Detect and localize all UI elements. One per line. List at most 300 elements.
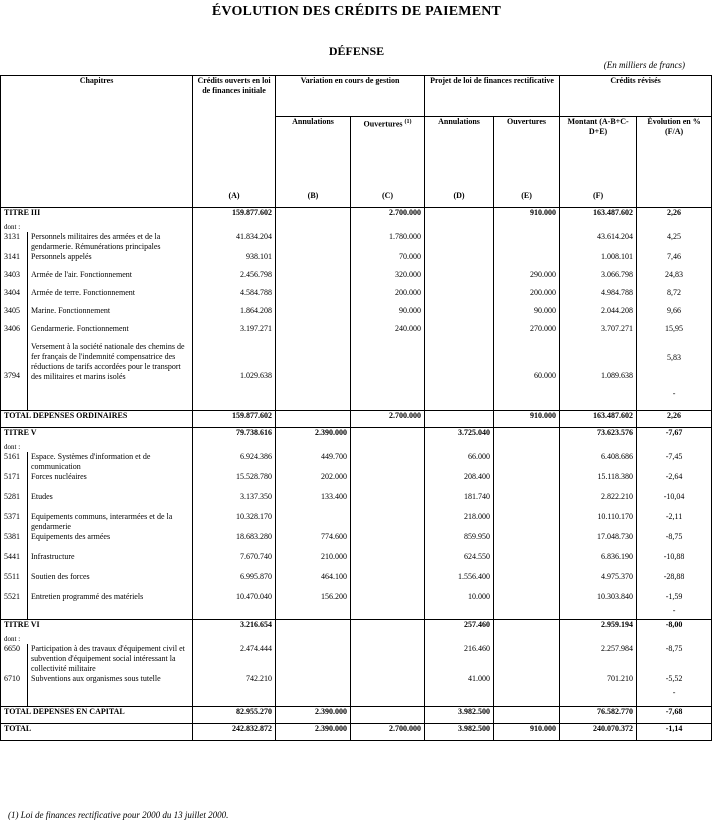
titre-row [1, 208, 712, 223]
chapter-label [28, 288, 193, 306]
table-row [1, 644, 712, 674]
cell-col-b [276, 270, 351, 288]
evolution-value: 8,72 [667, 288, 682, 297]
table-row [1, 342, 712, 410]
cell-col-e [494, 572, 560, 592]
cell-col-e: 910.000 [494, 208, 560, 223]
unit-note: (En milliers de francs) [603, 60, 685, 70]
col-letter-blank [637, 191, 712, 208]
cell-col-c [351, 674, 425, 706]
evolution-value: -8,00 [665, 620, 683, 629]
cell-col-c: 2.700.000 [351, 723, 425, 740]
chapter-code: 3131 [1, 232, 28, 252]
cell-col-d: 10.000 [425, 592, 494, 620]
col-letter-c: (C) [351, 191, 425, 208]
cell-col-d: 218.000 [425, 512, 494, 532]
cell-col-a: 2.474.444 [193, 644, 276, 674]
cell-col-c [351, 452, 425, 472]
cell-col-a: 3.197.271 [193, 324, 276, 342]
cell-col-a: 6.924.386 [193, 452, 276, 472]
cell-col-b: 2.390.000 [276, 427, 351, 442]
cell-col-a: 82.955.270 [193, 706, 276, 723]
total-label: TOTAL DEPENSES ORDINAIRES [1, 410, 193, 427]
total-label: TOTAL [1, 723, 193, 740]
cell-col-b [276, 410, 351, 427]
dont-blank [560, 442, 637, 452]
cell-col-b: 449.700 [276, 452, 351, 472]
cell-col-evolution [637, 342, 712, 410]
cell-col-c [351, 532, 425, 552]
cell-col-e [494, 644, 560, 674]
chapter-label [28, 512, 193, 532]
cell-col-e [494, 552, 560, 572]
cell-col-d: 859.950 [425, 532, 494, 552]
cell-col-evolution [637, 288, 712, 306]
cell-col-b [276, 252, 351, 270]
cell-col-evolution [637, 232, 712, 252]
cell-col-c [351, 342, 425, 410]
cell-col-b [276, 342, 351, 410]
cell-col-d [425, 288, 494, 306]
table-row [1, 592, 712, 620]
evolution-value: -10,04 [663, 491, 685, 501]
header-ouvertures-label: Ouvertures [363, 119, 403, 129]
col-letter-e: (E) [494, 191, 560, 208]
header-annulations: Annulations [276, 117, 351, 192]
cell-col-e [494, 512, 560, 532]
cell-col-a: 3.137.350 [193, 492, 276, 512]
dont-row [1, 222, 712, 232]
cell-col-c [351, 572, 425, 592]
col-letter-d: (D) [425, 191, 494, 208]
cell-col-f: 76.582.770 [560, 706, 637, 723]
cell-col-c [351, 472, 425, 492]
cell-col-a: 1.029.638 [193, 342, 276, 410]
evolution-dash: - [672, 688, 676, 697]
cell-col-c [351, 552, 425, 572]
cell-col-e [494, 592, 560, 620]
cell-col-a: 7.670.740 [193, 552, 276, 572]
cell-col-f: 3.707.271 [560, 324, 637, 342]
dont-row [1, 634, 712, 644]
cell-col-d: 624.550 [425, 552, 494, 572]
chapter-label-text: Forces nucléaires [31, 471, 87, 481]
chapter-label [28, 472, 193, 492]
cell-col-evolution [637, 270, 712, 288]
cell-col-c: 1.780.000 [351, 232, 425, 252]
document-title: ÉVOLUTION DES CRÉDITS DE PAIEMENT [211, 4, 502, 19]
evolution-value: -8,75 [665, 531, 683, 541]
cell-col-d: 66.000 [425, 452, 494, 472]
chapter-label [28, 324, 193, 342]
cell-col-evolution [637, 572, 712, 592]
cell-col-f: 1.089.638 [560, 342, 637, 410]
chapter-code: 5441 [1, 552, 28, 572]
cell-col-a: 2.456.798 [193, 270, 276, 288]
chapter-label-text: Equipements communs, interarmées et de la gendarmerie [31, 511, 173, 531]
cell-col-c [351, 512, 425, 532]
dont-row [1, 442, 712, 452]
cell-col-e: 200.000 [494, 288, 560, 306]
cell-col-f: 43.614.204 [560, 232, 637, 252]
chapter-label [28, 644, 193, 674]
cell-col-d: 181.740 [425, 492, 494, 512]
dont-blank [425, 442, 494, 452]
evolution-value: -7,45 [665, 451, 683, 461]
cell-col-d: 208.400 [425, 472, 494, 492]
cell-col-a: 79.738.616 [193, 427, 276, 442]
evolution-value: -2,11 [665, 511, 683, 521]
chapter-label [28, 452, 193, 472]
dont-blank [425, 222, 494, 232]
cell-col-b: 2.390.000 [276, 723, 351, 740]
chapter-label-text: Entretien programmé des matériels [31, 591, 144, 601]
cell-col-b: 156.200 [276, 592, 351, 620]
total-row [1, 410, 712, 427]
cell-col-b [276, 208, 351, 223]
evolution-value: 2,26 [667, 410, 682, 420]
cell-col-d [425, 410, 494, 427]
chapter-label [28, 270, 193, 288]
cell-col-a: 1.864.208 [193, 306, 276, 324]
chapter-label-text: Marine. Fonctionnement [31, 306, 111, 315]
dont-blank [276, 634, 351, 644]
chapter-code: 3405 [1, 306, 28, 324]
cell-col-b [276, 232, 351, 252]
chapter-label-text: Espace. Systèmes d'information et de communication [31, 451, 151, 471]
evolution-value: -28,88 [663, 571, 685, 581]
chapter-code: 5521 [1, 592, 28, 620]
evolution-dash: - [672, 605, 676, 615]
cell-col-evolution [637, 492, 712, 512]
header-credits-revises: Crédits révisés [560, 76, 712, 117]
dont-blank [560, 634, 637, 644]
dont-blank [193, 442, 276, 452]
evolution-value: -2,64 [665, 471, 683, 481]
evolution-value: 15,95 [665, 324, 684, 333]
cell-col-a: 938.101 [193, 252, 276, 270]
dont-label: dont : [1, 634, 193, 644]
dont-blank [425, 634, 494, 644]
document-subtitle: DÉFENSE [328, 44, 385, 58]
cell-col-d: 216.460 [425, 644, 494, 674]
dont-label: dont : [1, 442, 193, 452]
cell-col-c: 70.000 [351, 252, 425, 270]
cell-col-c: 240.000 [351, 324, 425, 342]
chapter-label-text: Subventions aux organismes sous tutelle [31, 674, 161, 683]
chapter-label [28, 306, 193, 324]
cell-col-b: 133.400 [276, 492, 351, 512]
chapter-label-text: Versement à la société nationale des chemins de fer français de l'indemnité compensatrice des réductions de tarifs accordées pour le transport des militaires et marins isolés [31, 342, 185, 381]
cell-col-a: 159.877.602 [193, 410, 276, 427]
cell-col-a: 41.834.204 [193, 232, 276, 252]
cell-col-b [276, 324, 351, 342]
cell-col-f: 240.070.372 [560, 723, 637, 740]
table-row [1, 452, 712, 472]
table-row [1, 252, 712, 270]
cell-col-e: 910.000 [494, 723, 560, 740]
chapter-code: 5171 [1, 472, 28, 492]
total-row [1, 706, 712, 723]
chapter-code: 3403 [1, 270, 28, 288]
header-montant: Montant (A-B+C-D+E) [560, 117, 637, 192]
cell-col-evolution [637, 620, 712, 635]
cell-col-e [494, 252, 560, 270]
chapter-label [28, 252, 193, 270]
cell-col-f: 10.110.170 [560, 512, 637, 532]
col-letter-f: (F) [560, 191, 637, 208]
cell-col-evolution [637, 723, 712, 740]
table-row [1, 492, 712, 512]
cell-col-c [351, 620, 425, 635]
chapter-code: 5381 [1, 532, 28, 552]
cell-col-c [351, 644, 425, 674]
chapter-code: 6710 [1, 674, 28, 706]
cell-col-f: 4.984.788 [560, 288, 637, 306]
dont-blank [276, 442, 351, 452]
titre-label: TITRE III [1, 208, 193, 223]
cell-col-a: 15.528.780 [193, 472, 276, 492]
cell-col-c [351, 592, 425, 620]
cell-col-c: 320.000 [351, 270, 425, 288]
cell-col-b [276, 288, 351, 306]
cell-col-d: 41.000 [425, 674, 494, 706]
cell-col-a: 10.470.040 [193, 592, 276, 620]
dont-blank [351, 442, 425, 452]
table-row [1, 306, 712, 324]
titre-row [1, 427, 712, 442]
table-row [1, 270, 712, 288]
cell-col-f: 17.048.730 [560, 532, 637, 552]
cell-col-b: 210.000 [276, 552, 351, 572]
chapter-code: 3406 [1, 324, 28, 342]
cell-col-e [494, 452, 560, 472]
chapter-label-text: Etudes [31, 491, 53, 501]
cell-col-evolution [637, 324, 712, 342]
cell-col-e [494, 492, 560, 512]
cell-col-f: 4.975.370 [560, 572, 637, 592]
cell-col-c [351, 427, 425, 442]
header-ouvertures [351, 117, 425, 192]
header-blank [1, 191, 193, 208]
cell-col-d: 257.460 [425, 620, 494, 635]
cell-col-e: 90.000 [494, 306, 560, 324]
cell-col-f: 3.066.798 [560, 270, 637, 288]
chapter-label [28, 592, 193, 620]
cell-col-c: 90.000 [351, 306, 425, 324]
cell-col-evolution [637, 252, 712, 270]
header-chapitres: Chapitres [1, 76, 193, 192]
table-row [1, 472, 712, 492]
cell-col-b: 464.100 [276, 572, 351, 592]
cell-col-b: 202.000 [276, 472, 351, 492]
cell-col-evolution [637, 644, 712, 674]
cell-col-a: 18.683.280 [193, 532, 276, 552]
cell-col-e [494, 674, 560, 706]
chapter-code: 3141 [1, 252, 28, 270]
cell-col-d [425, 208, 494, 223]
titre-label: TITRE VI [1, 620, 193, 635]
header-variation: Variation en cours de gestion [276, 76, 425, 117]
cell-col-f: 1.008.101 [560, 252, 637, 270]
cell-col-b: 774.600 [276, 532, 351, 552]
chapter-code: 5511 [1, 572, 28, 592]
dont-blank [637, 442, 712, 452]
header-ouvertures-2: Ouvertures [494, 117, 560, 192]
cell-col-evolution [637, 674, 712, 706]
cell-col-e: 910.000 [494, 410, 560, 427]
cell-col-b [276, 620, 351, 635]
cell-col-f: 2.257.984 [560, 644, 637, 674]
evolution-dash: - [672, 388, 676, 398]
header-credits-ouverts: Crédits ouverts en loi de finances initiale [193, 76, 276, 192]
chapter-label-text: Gendarmerie. Fonctionnement [31, 324, 129, 333]
cell-col-b: 2.390.000 [276, 706, 351, 723]
cell-col-d: 3.725.040 [425, 427, 494, 442]
dont-label: dont : [1, 222, 193, 232]
cell-col-evolution [637, 472, 712, 492]
evolution-value: -7,68 [665, 706, 683, 716]
cell-col-evolution [637, 592, 712, 620]
dont-blank [494, 634, 560, 644]
table-row [1, 512, 712, 532]
header-annulations-2: Annulations [425, 117, 494, 192]
cell-col-f: 2.959.194 [560, 620, 637, 635]
cell-col-a: 6.995.870 [193, 572, 276, 592]
cell-col-e: 270.000 [494, 324, 560, 342]
chapter-label-text: Personnels appelés [31, 252, 92, 261]
cell-col-d: 3.982.500 [425, 706, 494, 723]
chapter-code: 3404 [1, 288, 28, 306]
titre-row [1, 620, 712, 635]
cell-col-evolution [637, 452, 712, 472]
cell-col-c [351, 706, 425, 723]
chapter-label [28, 572, 193, 592]
cell-col-f: 2.822.210 [560, 492, 637, 512]
cell-col-evolution [637, 306, 712, 324]
total-row [1, 723, 712, 740]
cell-col-b [276, 512, 351, 532]
table-row [1, 674, 712, 706]
chapter-label-text: Armée de terre. Fonctionnement [31, 288, 135, 297]
cell-col-evolution [637, 532, 712, 552]
cell-col-e [494, 472, 560, 492]
chapter-label [28, 232, 193, 252]
cell-col-a: 3.216.654 [193, 620, 276, 635]
cell-col-d [425, 324, 494, 342]
cell-col-b [276, 674, 351, 706]
chapter-label [28, 492, 193, 512]
cell-col-a: 742.210 [193, 674, 276, 706]
cell-col-d: 1.556.400 [425, 572, 494, 592]
cell-col-d [425, 232, 494, 252]
chapter-label-text: Soutien des forces [31, 571, 90, 581]
cell-col-e: 290.000 [494, 270, 560, 288]
cell-col-a: 242.832.872 [193, 723, 276, 740]
chapter-code: 6650 [1, 644, 28, 674]
evolution-value: -1,14 [665, 723, 683, 733]
dont-blank [351, 634, 425, 644]
chapter-label [28, 674, 193, 706]
header-projet: Projet de loi de finances rectificative [425, 76, 560, 117]
cell-col-d [425, 270, 494, 288]
cell-col-f: 701.210 [560, 674, 637, 706]
dont-blank [494, 442, 560, 452]
evolution-value: -7,67 [665, 427, 683, 437]
table-row [1, 232, 712, 252]
evolution-value: -1,59 [665, 591, 683, 601]
evolution-value: -5,52 [665, 674, 683, 683]
cell-col-evolution [637, 208, 712, 223]
cell-col-f: 10.303.840 [560, 592, 637, 620]
table-row [1, 572, 712, 592]
cell-col-d [425, 306, 494, 324]
evolution-value: 4,25 [667, 232, 682, 241]
table-row [1, 532, 712, 552]
col-letter-a: (A) [193, 191, 276, 208]
cell-col-c: 2.700.000 [351, 208, 425, 223]
cell-col-evolution [637, 427, 712, 442]
evolution-value: 2,26 [667, 208, 682, 217]
evolution-value: -10,88 [663, 551, 685, 561]
total-label: TOTAL DEPENSES EN CAPITAL [1, 706, 193, 723]
chapter-code: 3794 [1, 342, 28, 410]
evolution-value: 24,83 [665, 270, 684, 279]
header-ouvertures-note: (1) [404, 119, 412, 125]
cell-col-e [494, 706, 560, 723]
chapter-label [28, 532, 193, 552]
cell-col-b [276, 306, 351, 324]
cell-col-e [494, 620, 560, 635]
table-row [1, 324, 712, 342]
cell-col-a: 10.328.170 [193, 512, 276, 532]
cell-col-b [276, 644, 351, 674]
cell-col-e [494, 532, 560, 552]
footnote: (1) Loi de finances rectificative pour 2000 du 13 juillet 2000. [8, 810, 229, 820]
header-evolution: Évolution en % (F/A) [637, 117, 712, 192]
chapter-label-text: Equipements des armées [31, 531, 111, 541]
cell-col-f: 73.623.576 [560, 427, 637, 442]
dont-blank [494, 222, 560, 232]
dont-blank [637, 634, 712, 644]
dont-blank [560, 222, 637, 232]
titre-label: TITRE V [1, 427, 193, 442]
cell-col-evolution [637, 706, 712, 723]
chapter-label-text: Personnels militaires des armées et de la gendarmerie. Rémunérations principales [31, 232, 161, 251]
cell-col-evolution [637, 410, 712, 427]
evolution-value: -8,75 [665, 644, 683, 653]
cell-col-c: 2.700.000 [351, 410, 425, 427]
cell-col-f: 15.118.380 [560, 472, 637, 492]
cell-col-e [494, 232, 560, 252]
cell-col-evolution [637, 512, 712, 532]
dont-blank [193, 222, 276, 232]
chapter-label [28, 342, 193, 410]
chapter-code: 5281 [1, 492, 28, 512]
evolution-value: 7,46 [667, 252, 682, 261]
chapter-label-text: Armée de l'air. Fonctionnement [31, 270, 132, 279]
col-letter-b: (B) [276, 191, 351, 208]
chapter-code: 5371 [1, 512, 28, 532]
cell-col-c: 200.000 [351, 288, 425, 306]
chapter-label [28, 552, 193, 572]
cell-col-d [425, 342, 494, 410]
chapter-label-text: Infrastructure [31, 551, 75, 561]
chapter-code: 5161 [1, 452, 28, 472]
cell-col-d [425, 252, 494, 270]
chapter-label-text: Participation à des travaux d'équipement civil et subvention d'équipement social intéressant la collectivité militaire [31, 644, 185, 673]
cell-col-f: 2.044.208 [560, 306, 637, 324]
